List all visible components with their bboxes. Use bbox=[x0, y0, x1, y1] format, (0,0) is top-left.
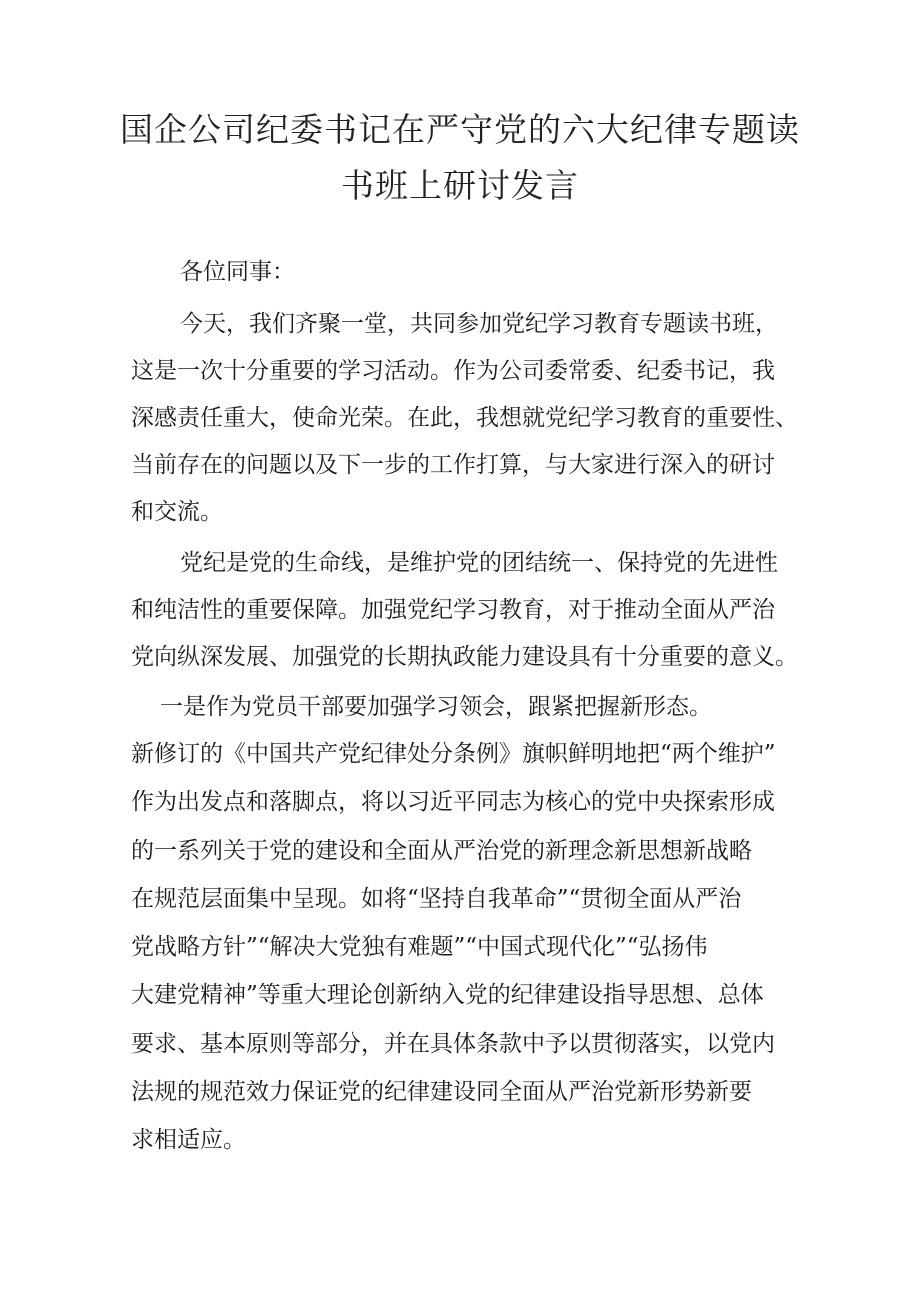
body-line: 深感责任重大，使命光荣。在此，我想就党纪学习教育的重要性、 bbox=[131, 405, 798, 431]
body-line: 党纪是党的生命线，是维护党的团结统一、保持党的先进性 bbox=[180, 550, 778, 576]
body-line: 新修订的《中国共产党纪律处分条例》旗帜鲜明地把“两个维护” bbox=[131, 741, 776, 767]
body-line: 党战略方针”“解决大党独有难题”“中国式现代化”“弘扬伟 bbox=[131, 934, 708, 960]
body-line: 要求、基本原则等部分，并在具体条款中予以贯彻落实，以党内 bbox=[131, 1031, 775, 1057]
body-line: 和纯洁性的重要保障。加强党纪学习教育，对于推动全面从严治 bbox=[131, 597, 775, 623]
body-line: 大建党精神”等重大理论创新纳入党的纪律建设指导思想、总体 bbox=[131, 982, 764, 1008]
salutation: 各位同事： bbox=[180, 259, 295, 285]
body-line: 当前存在的问题以及下一步的工作打算，与大家进行深入的研讨 bbox=[131, 452, 775, 478]
body-line: 法规的规范效力保证党的纪律建设同全面从严治党新形势新要 bbox=[131, 1079, 752, 1105]
section-heading-1: 一是作为党员干部要加强学习领会，跟紧把握新形态。 bbox=[160, 694, 712, 720]
body-line: 党向纵深发展、加强党的长期执政能力建设具有十分重要的意义。 bbox=[131, 644, 798, 670]
body-line: 今天，我们齐聚一堂，共同参加党纪学习教育专题读书班， bbox=[180, 311, 778, 337]
title-line-1: 国企公司纪委书记在严守党的六大纪律专题读 bbox=[120, 110, 800, 149]
body-line: 在规范层面集中呈现。如将“坚持自我革命”“贯彻全面从严治 bbox=[131, 886, 742, 912]
title-line-2: 书班上研讨发言 bbox=[341, 166, 579, 205]
document-title bbox=[120, 102, 800, 214]
body-line: 作为出发点和落脚点，将以习近平同志为核心的党中央探索形成 bbox=[131, 789, 775, 815]
body-line: 求相适应。 bbox=[131, 1127, 246, 1153]
body-line: 这是一次十分重要的学习活动。作为公司委常委、纪委书记，我 bbox=[131, 358, 775, 384]
body-line: 和交流。 bbox=[131, 499, 223, 525]
body-line: 的一系列关于党的建设和全面从严治党的新理念新思想新战略 bbox=[131, 838, 752, 864]
